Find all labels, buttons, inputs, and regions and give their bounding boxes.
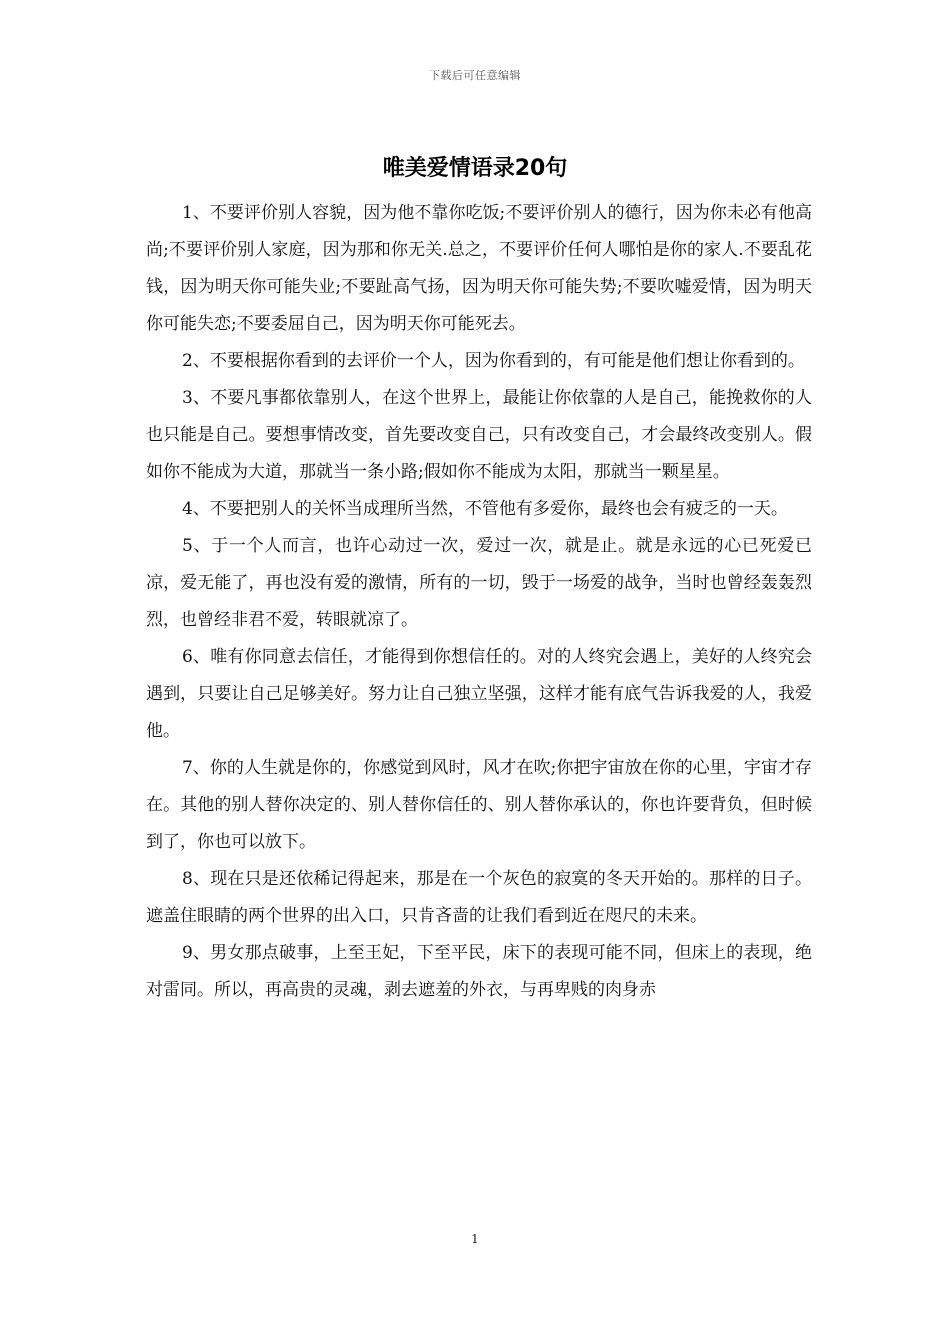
- paragraph-1: 1、不要评价别人容貌，因为他不靠你吃饭;不要评价别人的德行，因为你未必有他高尚;不要评价别人家庭，因为那和你无关.总之，不要评价任何人哪怕是你的家人.不要乱花钱，因为明天你可能失业;不要趾高气扬，因为明天你可能失势;不要吹嘘爱情，因为明天你可能失恋;不要委屈自己，因为明天你可能死去。: [146, 203, 812, 334]
- paragraph-4: 4、不要把别人的关怀当成理所当然，不管他有多爱你，最终也会有疲乏的一天。: [182, 499, 788, 519]
- paragraph-9: 9、男女那点破事，上至王妃，下至平民，床下的表现可能不同，但床上的表现，绝对雷同。所以，再高贵的灵魂，剥去遮羞的外衣，与再卑贱的肉身赤: [146, 943, 812, 1000]
- paragraph-8: 8、现在只是还依稀记得起来，那是在一个灰色的寂寞的冬天开始的。那样的日子。遮盖住眼睛的两个世界的出入口，只肯吝啬的让我们看到近在咫尺的未来。: [146, 869, 812, 926]
- page-header: 下载后可任意编辑: [429, 69, 521, 82]
- paragraph-6: 6、唯有你同意去信任，才能得到你想信任的。对的人终究会遇上，美好的人终究会遇到，只要让自己足够美好。努力让自己独立坚强，这样才能有底气告诉我爱的人，我爱他。: [146, 647, 812, 741]
- document-title: 唯美爱情语录20句: [382, 156, 568, 181]
- page-number: 1: [471, 1232, 479, 1246]
- document-body: [146, 195, 812, 1009]
- paragraph-5: 5、于一个人而言，也许心动过一次，爱过一次，就是止。就是永远的心已死爱已凉，爱无能了，再也没有爱的激情，所有的一切，毁于一场爱的战争，当时也曾经轰轰烈烈，也曾经非君不爱，转眼就凉了。: [146, 536, 812, 630]
- paragraph-3: 3、不要凡事都依靠别人，在这个世界上，最能让你依靠的人是自己，能挽救你的人也只能是自己。要想事情改变，首先要改变自己，只有改变自己，才会最终改变别人。假如你不能成为大道，那就当一条小路;假如你不能成为太阳，那就当一颗星星。: [146, 388, 812, 482]
- paragraph-2: 2、不要根据你看到的去评价一个人，因为你看到的，有可能是他们想让你看到的。: [182, 351, 805, 371]
- paragraph-7: 7、你的人生就是你的，你感觉到风时，风才在吹;你把宇宙放在你的心里，宇宙才存在。其他的别人替你决定的、别人替你信任的、别人替你承认的，你也许要背负，但时候到了，你也可以放下。: [146, 758, 812, 852]
